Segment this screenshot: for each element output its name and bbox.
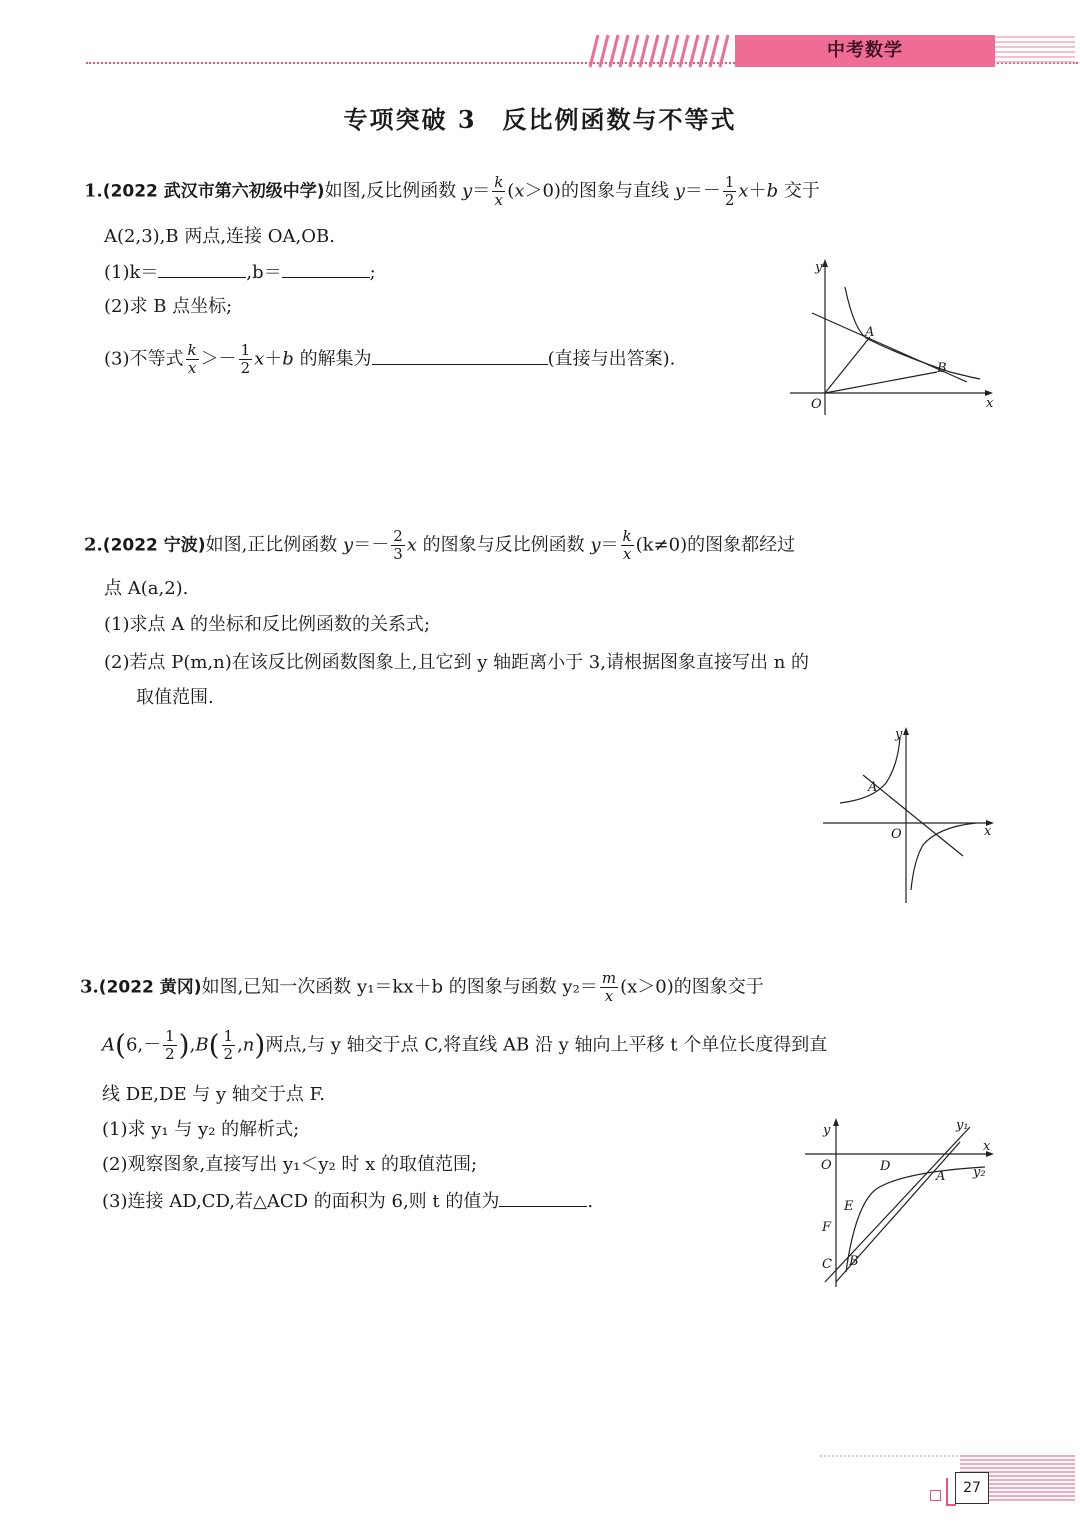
q2-fig-o: O [891,827,902,842]
q3-part3: (3)连接 AD,CD,若△ACD 的面积为 6,则 t 的值为 . [102,1188,593,1215]
footer-divider [820,1455,970,1457]
q2-fig-a: A [868,780,878,795]
q1-frac-k-x: $\frac{k}{x}$ [494,173,504,209]
q3-source: (2022 黄冈) [98,977,202,998]
q1-number: 1. [84,180,103,202]
q1-points: A(2,3),B 两点,连接 OA,OB. [104,226,335,247]
q3-stem: 3.(2022 黄冈)如图,已知一次函数 y₁＝kx＋b 的图象与函数 y₂＝ $\frac{m}{x}$ (x＞0)的图象交于 [80,969,764,1005]
q2-figure [818,725,998,905]
q2-fig-x: x [984,824,992,839]
q3-blank-t[interactable] [499,1188,587,1207]
q1-fig-y: y [815,260,823,275]
q3-line-de: 线 DE,DE 与 y 轴交于点 F. [102,1084,326,1105]
page-title: 专项突破 3 反比例函数与不等式 [343,105,737,134]
q3-part1: (1)求 y₁ 与 y₂ 的解析式; [102,1119,300,1140]
q1-part1: (1)k＝ ,b＝ ; [104,259,376,286]
q1-fig-x: x [986,396,994,411]
q1-figure [785,255,1000,420]
q1-blank-b[interactable] [282,259,370,278]
q3-fig-b: B [849,1254,859,1269]
q1-fig-a: A [865,325,875,340]
q1-frac-half: $\frac{1}{2}$ [724,173,735,209]
q1-source: (2022 武汉市第六初级中学) [102,181,325,202]
q3-fig-y2: y₂ [973,1165,986,1180]
q2-point: 点 A(a,2). [104,578,189,599]
footer-square-icon [930,1490,941,1501]
q2-part2: (2)若点 P(m,n)在该反比例函数图象上,且它到 y 轴距离小于 3,请根据图象直接写出 n 的 [104,652,810,673]
q3-fig-y1: y₁ [956,1118,969,1133]
q3-fig-c: C [822,1257,832,1272]
q3-points: A(6,－ $\frac{1}{2}$ ),B( $\frac{1}{2}$ ,n)两点,与 y 轴交于点 C,将直线 AB 沿 y 轴向上平移 t 个单位长度得到直 [102,1027,828,1063]
q1-text-2: 的图象与直线 [560,180,675,202]
q1-blank-solution[interactable] [372,346,548,365]
q2-source: (2022 宁波) [102,535,206,556]
q1-part3: (3)不等式 $\frac{k}{x}$ ＞－ $\frac{1}{2}$ x＋b 的解集为 (直接与出答案). [104,341,676,377]
q3-fig-d: D [880,1159,891,1174]
q3-fig-y: y [823,1123,831,1138]
q2-part2-cont: 取值范围. [136,687,214,708]
q1-fig-b: B [937,361,947,376]
q3-fig-e: E [844,1199,854,1214]
q1-stem: 1.(2022 武汉市第六初级中学)如图,反比例函数 y＝ $\frac{k}{x}$ (x＞0)的图象与直线 y＝－ $\frac{1}{2}$ x＋b 交于 [84,173,820,209]
q2-fig-y: y [895,727,903,742]
q3-number: 3. [80,976,99,998]
q2-number: 2. [84,534,103,556]
q1-text-1: 如图,反比例函数 [324,180,463,202]
q3-fig-x: x [983,1139,991,1154]
q2-part1: (1)求点 A 的坐标和反比例函数的关系式; [104,614,431,635]
q3-fig-f: F [822,1220,832,1235]
q1-part2: (2)求 B 点坐标; [104,296,233,317]
q1-blank-k[interactable] [158,259,246,278]
q1-text-3: 交于 [778,180,820,202]
header-label: 中考数学 [827,40,903,61]
q3-part2: (2)观察图象,直接写出 y₁＜y₂ 时 x 的取值范围; [102,1154,478,1175]
q2-stem: 2.(2022 宁波)如图,正比例函数 y＝－ $\frac{2}{3}$ x 的图象与反比例函数 y＝ $\frac{k}{x}$ (k≠0)的图象都经过 [84,527,796,563]
q3-fig-o: O [821,1158,832,1173]
q3-figure [800,1112,1000,1290]
q1-fig-o: O [811,397,822,412]
q3-fig-a: A [936,1169,946,1184]
page-number: 27 [955,1472,989,1504]
